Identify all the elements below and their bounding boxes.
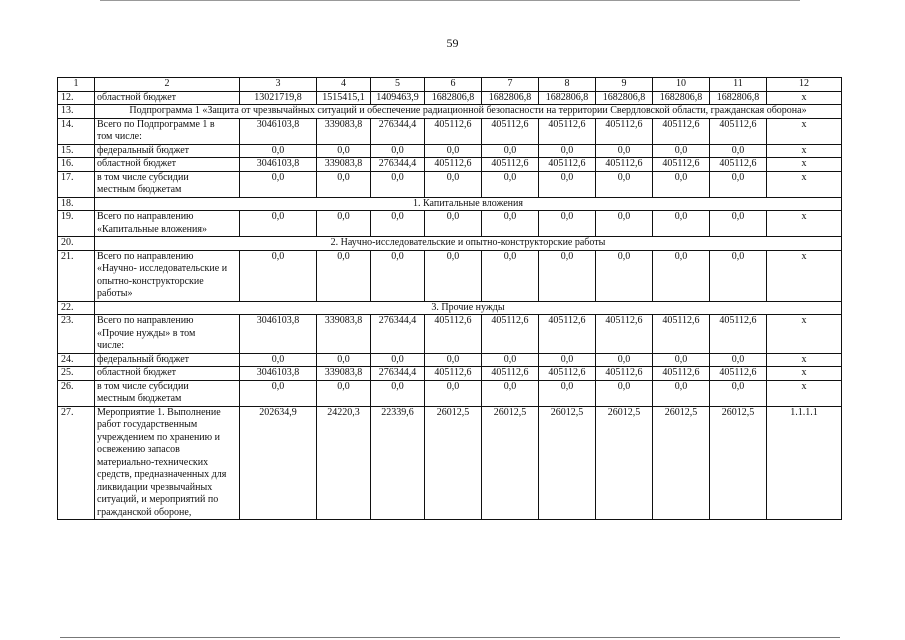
- row-label-text: Всего по направлению «Прочие нужды» в том числе:: [97, 315, 196, 351]
- column-number-8: 8: [539, 78, 596, 92]
- section-title: 2. Научно-исследовательские и опытно-конструкторские работы: [95, 237, 842, 251]
- row-number: 25.: [58, 367, 95, 381]
- row-number: 18.: [58, 197, 95, 211]
- row-label-text: областной бюджет: [97, 158, 177, 169]
- amount-cell: 1682806,8: [482, 91, 539, 105]
- target-ref: x: [767, 211, 842, 237]
- table-row: [58, 118, 842, 144]
- row-label: [95, 211, 240, 237]
- row-number: 23.: [58, 315, 95, 354]
- table-row: [58, 144, 842, 158]
- amount-cell: 0,0: [539, 171, 596, 197]
- amount-cell: 405112,6: [653, 315, 710, 354]
- amount-cell: 13021719,8: [240, 91, 317, 105]
- section-row: [58, 237, 842, 251]
- column-number-10: 10: [653, 78, 710, 92]
- row-number: 24.: [58, 353, 95, 367]
- amount-cell: 405112,6: [653, 367, 710, 381]
- section-row: [58, 301, 842, 315]
- amount-cell: 0,0: [596, 144, 653, 158]
- amount-cell: 0,0: [482, 250, 539, 301]
- amount-cell: 405112,6: [425, 158, 482, 172]
- row-label-text: в том числе субсидии местным бюджетам: [97, 171, 189, 195]
- amount-cell: 26012,5: [425, 406, 482, 520]
- row-label-text: Всего по направлению «Капитальные вложения»: [97, 211, 207, 235]
- amount-cell: 405112,6: [596, 315, 653, 354]
- row-label: [95, 380, 240, 406]
- section-title: 1. Капитальные вложения: [95, 197, 842, 211]
- amount-cell: 405112,6: [425, 315, 482, 354]
- amount-cell: 0,0: [596, 250, 653, 301]
- table-row: [58, 367, 842, 381]
- row-number: 27.: [58, 406, 95, 520]
- table-row: [58, 211, 842, 237]
- amount-cell: 0,0: [653, 171, 710, 197]
- table-row: [58, 315, 842, 354]
- amount-cell: 405112,6: [710, 158, 767, 172]
- amount-cell: 405112,6: [539, 367, 596, 381]
- amount-cell: 0,0: [482, 353, 539, 367]
- amount-cell: 1682806,8: [653, 91, 710, 105]
- table-body: [58, 78, 842, 520]
- column-number-9: 9: [596, 78, 653, 92]
- section-title: Подпрограмма 1 «Защита от чрезвычайных ситуаций и обеспечение радиационной безопасности на территории Свердловской области, гражданская оборона»: [95, 105, 842, 119]
- amount-cell: 1682806,8: [596, 91, 653, 105]
- amount-cell: 26012,5: [596, 406, 653, 520]
- amount-cell: 0,0: [710, 380, 767, 406]
- amount-cell: 339083,8: [317, 367, 371, 381]
- amount-cell: 0,0: [482, 211, 539, 237]
- scan-edge-bottom: [60, 637, 840, 638]
- amount-cell: 0,0: [482, 144, 539, 158]
- target-ref: x: [767, 250, 842, 301]
- amount-cell: 3046103,8: [240, 367, 317, 381]
- amount-cell: 0,0: [596, 171, 653, 197]
- row-label: [95, 158, 240, 172]
- row-label-text: Мероприятие 1. Выполнение работ государственным учреждением по хранению и освежению запасов материально-технических средств, предназначенных для ликвидации чрезвычайных ситуаций, и мероприятий по гражданской обороне,: [97, 406, 227, 518]
- row-number: 22.: [58, 301, 95, 315]
- target-ref: x: [767, 380, 842, 406]
- row-label-text: областной бюджет: [97, 91, 177, 103]
- amount-cell: 0,0: [425, 380, 482, 406]
- row-label: [95, 353, 240, 367]
- target-ref: 1.1.1.1: [767, 406, 842, 520]
- column-number-row: [58, 78, 842, 92]
- amount-cell: 0,0: [240, 144, 317, 158]
- amount-cell: 1409463,9: [371, 91, 425, 105]
- amount-cell: 405112,6: [710, 315, 767, 354]
- amount-cell: 3046103,8: [240, 158, 317, 172]
- column-number-7: 7: [482, 78, 539, 92]
- section-row: [58, 105, 842, 119]
- amount-cell: 0,0: [710, 250, 767, 301]
- amount-cell: 276344,4: [371, 315, 425, 354]
- row-label-text: в том числе субсидии местным бюджетам: [97, 380, 189, 404]
- amount-cell: 0,0: [653, 353, 710, 367]
- amount-cell: 0,0: [596, 211, 653, 237]
- column-number-6: 6: [425, 78, 482, 92]
- amount-cell: 0,0: [539, 250, 596, 301]
- target-ref: x: [767, 144, 842, 158]
- amount-cell: 1682806,8: [425, 91, 482, 105]
- amount-cell: 0,0: [482, 380, 539, 406]
- target-ref: x: [767, 158, 842, 172]
- table-row: [58, 250, 842, 301]
- amount-cell: 0,0: [710, 144, 767, 158]
- column-number-12: 12: [767, 78, 842, 92]
- section-title: 3. Прочие нужды: [95, 301, 842, 315]
- amount-cell: 405112,6: [482, 158, 539, 172]
- amount-cell: 405112,6: [710, 118, 767, 144]
- amount-cell: 405112,6: [653, 118, 710, 144]
- column-number-2: 2: [95, 78, 240, 92]
- row-number: 16.: [58, 158, 95, 172]
- amount-cell: 0,0: [425, 353, 482, 367]
- row-number: 12.: [58, 91, 95, 105]
- target-ref: x: [767, 315, 842, 354]
- amount-cell: 0,0: [317, 353, 371, 367]
- target-ref: x: [767, 118, 842, 144]
- amount-cell: 24220,3: [317, 406, 371, 520]
- amount-cell: 0,0: [240, 380, 317, 406]
- amount-cell: 0,0: [596, 380, 653, 406]
- amount-cell: 202634,9: [240, 406, 317, 520]
- amount-cell: 276344,4: [371, 118, 425, 144]
- amount-cell: 339083,8: [317, 118, 371, 144]
- amount-cell: 0,0: [596, 353, 653, 367]
- amount-cell: 1515415,1: [317, 91, 371, 105]
- amount-cell: 405112,6: [596, 118, 653, 144]
- column-number-11: 11: [710, 78, 767, 92]
- row-label-text: федеральный бюджет: [97, 144, 190, 156]
- amount-cell: 276344,4: [371, 158, 425, 172]
- row-label-text: федеральный бюджет: [97, 353, 190, 365]
- amount-cell: 26012,5: [482, 406, 539, 520]
- row-number: 14.: [58, 118, 95, 144]
- row-label-text: Всего по Подпрограмме 1 в том числе:: [97, 118, 215, 142]
- column-number-5: 5: [371, 78, 425, 92]
- amount-cell: 405112,6: [596, 367, 653, 381]
- amount-cell: 0,0: [539, 353, 596, 367]
- amount-cell: 405112,6: [482, 367, 539, 381]
- target-ref: x: [767, 367, 842, 381]
- amount-cell: 0,0: [371, 380, 425, 406]
- amount-cell: 405112,6: [653, 158, 710, 172]
- amount-cell: 405112,6: [539, 118, 596, 144]
- amount-cell: 0,0: [539, 144, 596, 158]
- amount-cell: 405112,6: [539, 158, 596, 172]
- budget-table: [57, 77, 842, 520]
- amount-cell: 26012,5: [710, 406, 767, 520]
- amount-cell: 0,0: [653, 144, 710, 158]
- amount-cell: 0,0: [317, 144, 371, 158]
- amount-cell: 0,0: [653, 250, 710, 301]
- amount-cell: 0,0: [317, 380, 371, 406]
- amount-cell: 0,0: [371, 211, 425, 237]
- row-label-text: Всего по направлению «Научно- исследовательские и опытно-конструкторские работы»: [97, 250, 228, 299]
- row-number: 15.: [58, 144, 95, 158]
- amount-cell: 1682806,8: [539, 91, 596, 105]
- section-row: [58, 197, 842, 211]
- amount-cell: 0,0: [653, 380, 710, 406]
- row-label: [95, 171, 240, 197]
- target-ref: x: [767, 91, 842, 105]
- amount-cell: 0,0: [371, 144, 425, 158]
- target-ref: x: [767, 171, 842, 197]
- amount-cell: 0,0: [371, 171, 425, 197]
- row-label: [95, 367, 240, 381]
- amount-cell: 405112,6: [425, 118, 482, 144]
- column-number-4: 4: [317, 78, 371, 92]
- amount-cell: 3046103,8: [240, 118, 317, 144]
- amount-cell: 22339,6: [371, 406, 425, 520]
- amount-cell: 405112,6: [539, 315, 596, 354]
- amount-cell: 0,0: [425, 171, 482, 197]
- amount-cell: 0,0: [710, 353, 767, 367]
- table-row: [58, 353, 842, 367]
- amount-cell: 0,0: [539, 211, 596, 237]
- row-number: 13.: [58, 105, 95, 119]
- column-number-3: 3: [240, 78, 317, 92]
- row-number: 19.: [58, 211, 95, 237]
- amount-cell: 0,0: [425, 144, 482, 158]
- amount-cell: 405112,6: [482, 118, 539, 144]
- row-number: 21.: [58, 250, 95, 301]
- table-row: [58, 380, 842, 406]
- amount-cell: 26012,5: [653, 406, 710, 520]
- amount-cell: 0,0: [240, 353, 317, 367]
- amount-cell: 0,0: [710, 211, 767, 237]
- table-row: [58, 171, 842, 197]
- amount-cell: 0,0: [240, 211, 317, 237]
- amount-cell: 26012,5: [539, 406, 596, 520]
- amount-cell: 339083,8: [317, 315, 371, 354]
- row-label: [95, 91, 240, 105]
- amount-cell: 0,0: [371, 250, 425, 301]
- target-ref: x: [767, 353, 842, 367]
- amount-cell: 339083,8: [317, 158, 371, 172]
- scan-edge-top: [100, 0, 800, 1]
- amount-cell: 0,0: [425, 211, 482, 237]
- row-label: [95, 406, 240, 520]
- row-label: [95, 118, 240, 144]
- amount-cell: 0,0: [317, 171, 371, 197]
- page-number: 59: [446, 36, 459, 50]
- amount-cell: 0,0: [653, 211, 710, 237]
- row-number: 20.: [58, 237, 95, 251]
- table-row: [58, 158, 842, 172]
- amount-cell: 0,0: [371, 353, 425, 367]
- table-row: [58, 406, 842, 520]
- row-number: 17.: [58, 171, 95, 197]
- row-label-text: областной бюджет: [97, 367, 177, 378]
- amount-cell: 0,0: [425, 250, 482, 301]
- amount-cell: 1682806,8: [710, 91, 767, 105]
- amount-cell: 405112,6: [596, 158, 653, 172]
- row-number: 26.: [58, 380, 95, 406]
- amount-cell: 0,0: [482, 171, 539, 197]
- amount-cell: 0,0: [539, 380, 596, 406]
- amount-cell: 405112,6: [482, 315, 539, 354]
- amount-cell: 405112,6: [425, 367, 482, 381]
- table-row: [58, 91, 842, 105]
- row-label: [95, 144, 240, 158]
- amount-cell: 0,0: [710, 171, 767, 197]
- amount-cell: 276344,4: [371, 367, 425, 381]
- amount-cell: 405112,6: [710, 367, 767, 381]
- column-number-1: 1: [58, 78, 95, 92]
- amount-cell: 0,0: [317, 250, 371, 301]
- row-label: [95, 250, 240, 301]
- amount-cell: 3046103,8: [240, 315, 317, 354]
- amount-cell: 0,0: [240, 250, 317, 301]
- amount-cell: 0,0: [240, 171, 317, 197]
- row-label: [95, 315, 240, 354]
- amount-cell: 0,0: [317, 211, 371, 237]
